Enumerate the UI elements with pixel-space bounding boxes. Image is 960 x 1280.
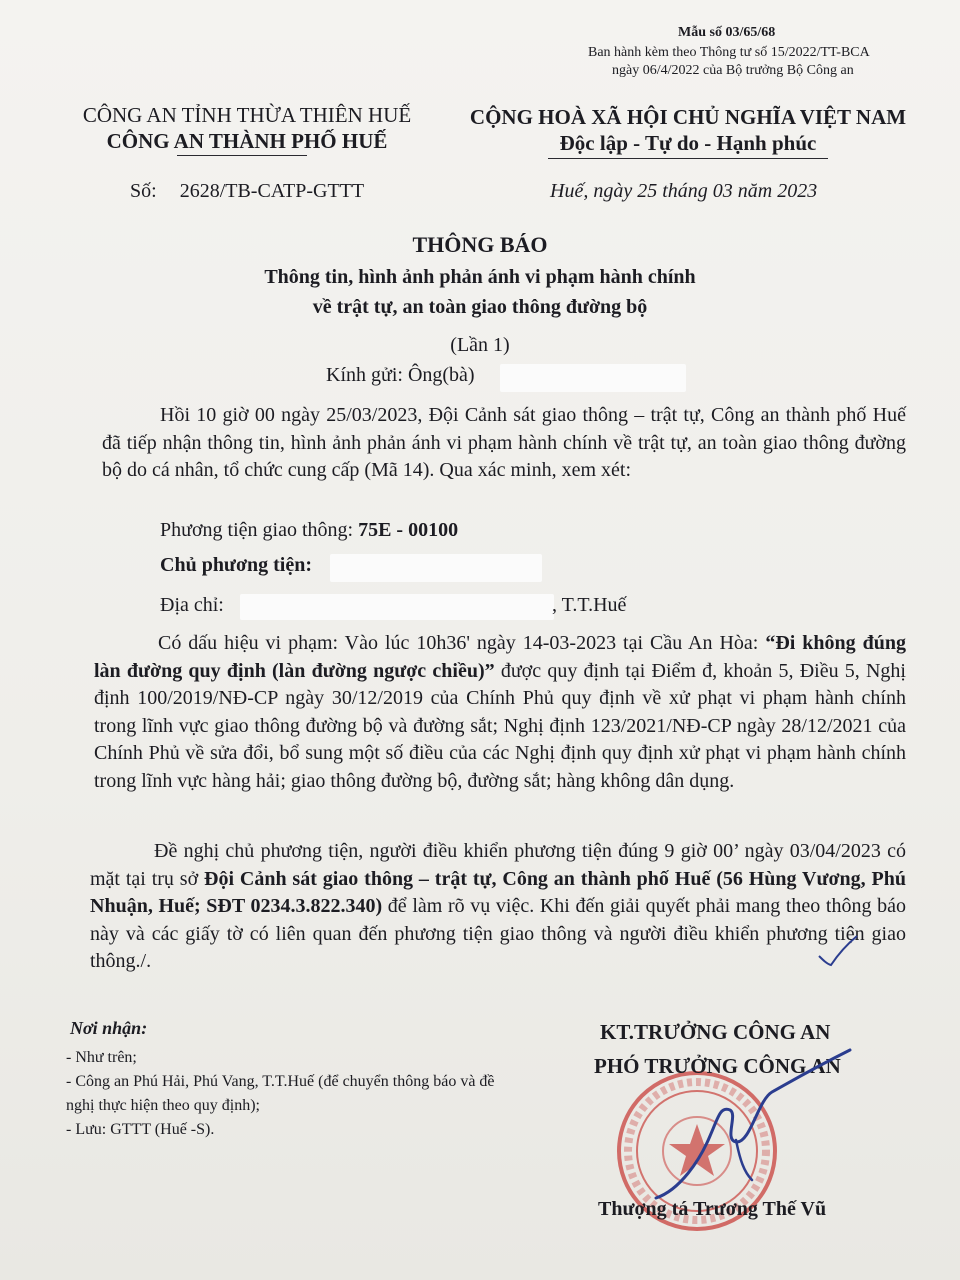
vehicle-plate: 75E - 00100 bbox=[358, 519, 459, 541]
notice-subtitle-line-1: Thông tin, hình ảnh phản ánh vi phạm hành chính bbox=[264, 266, 696, 288]
national-motto: Độc lập - Tự do - Hạnh phúc bbox=[559, 131, 817, 155]
owner-label: Chủ phương tiện: bbox=[160, 554, 313, 576]
signature-title-line-2: PHÓ TRƯỞNG CÔNG AN bbox=[594, 1054, 841, 1078]
motto-underline bbox=[548, 158, 828, 159]
recipients-list bbox=[66, 1046, 526, 1142]
recipient-salutation: Kính gửi: Ông(bà) bbox=[326, 364, 475, 386]
signatory-name: Thượng tá Trương Thế Vũ bbox=[598, 1198, 827, 1220]
request-instructions: để làm rõ vụ việc. Khi đến giải quyết phải mang theo thông báo này và các giấy tờ có liên quan đến phương tiện giao thông và người điều khiển phương tiện giao thông./. bbox=[90, 895, 906, 972]
redacted-address bbox=[240, 594, 554, 620]
recipient-item: - Như trên; bbox=[66, 1049, 137, 1066]
request-intro: Đề nghị chủ phương tiện, người điều khiển phương tiện đúng 9 giờ 00’ ngày 03/04/2023 có mặt tại trụ sở bbox=[90, 840, 906, 890]
vehicle-label: Phương tiện giao thông: bbox=[160, 519, 354, 541]
request-paragraph bbox=[90, 838, 906, 976]
vehicle-line bbox=[160, 519, 458, 542]
intro-text: Hồi 10 giờ 00 ngày 25/03/2023, Đội Cảnh sát giao thông – trật tự, Công an thành phố Huế đã tiếp nhận thông tin, hình ảnh phản ánh vi phạm hành chính về trật tự, an toàn giao thông đường bộ do cá nhân, tổ chức cung cấp (Mã 14). Qua xác minh, xem xét: bbox=[102, 404, 906, 481]
handwritten-signature bbox=[640, 1040, 860, 1210]
address-suffix: , T.T.Huế bbox=[552, 594, 627, 616]
place-date: Huế, ngày 25 tháng 03 năm 2023 bbox=[550, 180, 818, 202]
signature-title-line-1: KT.TRƯỞNG CÔNG AN bbox=[600, 1020, 831, 1044]
form-reference-line-2: ngày 06/4/2022 của Bộ trưởng Bộ Công an bbox=[612, 63, 854, 78]
recipients-heading: Nơi nhận: bbox=[70, 1018, 148, 1038]
recipient-item: - Lưu: GTTT (Huế -S). bbox=[66, 1121, 215, 1138]
document-number-label: Số: bbox=[130, 180, 157, 202]
org-underline bbox=[177, 155, 307, 156]
violation-paragraph bbox=[94, 630, 906, 795]
violation-description: “Đi không đúng làn đường quy định (làn đường ngược chiều)” bbox=[94, 632, 906, 682]
notice-title: THÔNG BÁO bbox=[412, 232, 548, 257]
address-label: Địa chỉ: bbox=[160, 594, 224, 616]
redacted-recipient-name bbox=[500, 364, 686, 392]
violation-text bbox=[94, 630, 906, 795]
document-number-value: 2628/TB-CATP-GTTT bbox=[179, 180, 365, 202]
notice-attempt: (Lần 1) bbox=[450, 334, 510, 356]
request-text bbox=[90, 838, 906, 976]
form-reference-line-1: Ban hành kèm theo Thông tư số 15/2022/TT-BCA bbox=[588, 45, 870, 60]
intro-paragraph bbox=[102, 402, 906, 485]
request-location: Đội Cảnh sát giao thông – trật tự, Công an thành phố Huế (56 Hùng Vương, Phú Nhuận, Huế; SĐT 0234.3.822.340) bbox=[90, 867, 906, 917]
issuing-org-parent: CÔNG AN TỈNH THỪA THIÊN HUẾ bbox=[82, 103, 412, 127]
violation-legal-basis: được quy định tại Điểm đ, khoản 5, Điều 5, Nghị định 100/2019/NĐ-CP ngày 30/12/2019 của Chính Phủ quy định về xử phạt vi phạm hành chính trong lĩnh vực giao thông đường bộ và đường sắt; Nghị định 123/2021/NĐ-CP ngày 28/12/2021 của Chính Phủ về sửa đổi, bổ sung một số điều của các Nghị định quy định xử phạt vi phạm hành chính trong lĩnh vực hàng hải; giao thông đường bộ, đường sắt; hàng không dân dụng. bbox=[94, 659, 906, 792]
violation-intro: Có dấu hiệu vi phạm: Vào lúc 10h36' ngày 14-03-2023 tại Cầu An Hòa: bbox=[158, 632, 766, 654]
redacted-owner-name bbox=[330, 554, 542, 582]
national-title: CỘNG HOÀ XÃ HỘI CHỦ NGHĨA VIỆT NAM bbox=[469, 105, 907, 129]
document-number bbox=[130, 180, 364, 203]
handwritten-tick-mark bbox=[815, 930, 860, 970]
recipient-item: - Công an Phú Hải, Phú Vang, T.T.Huế (để chuyển thông báo và đề nghị thực hiện theo quy định); bbox=[66, 1073, 495, 1114]
form-number: Mẫu số 03/65/68 bbox=[678, 25, 776, 40]
notice-subtitle-line-2: về trật tự, an toàn giao thông đường bộ bbox=[312, 296, 648, 318]
issuing-org-name: CÔNG AN THÀNH PHỐ HUẾ bbox=[106, 129, 388, 153]
